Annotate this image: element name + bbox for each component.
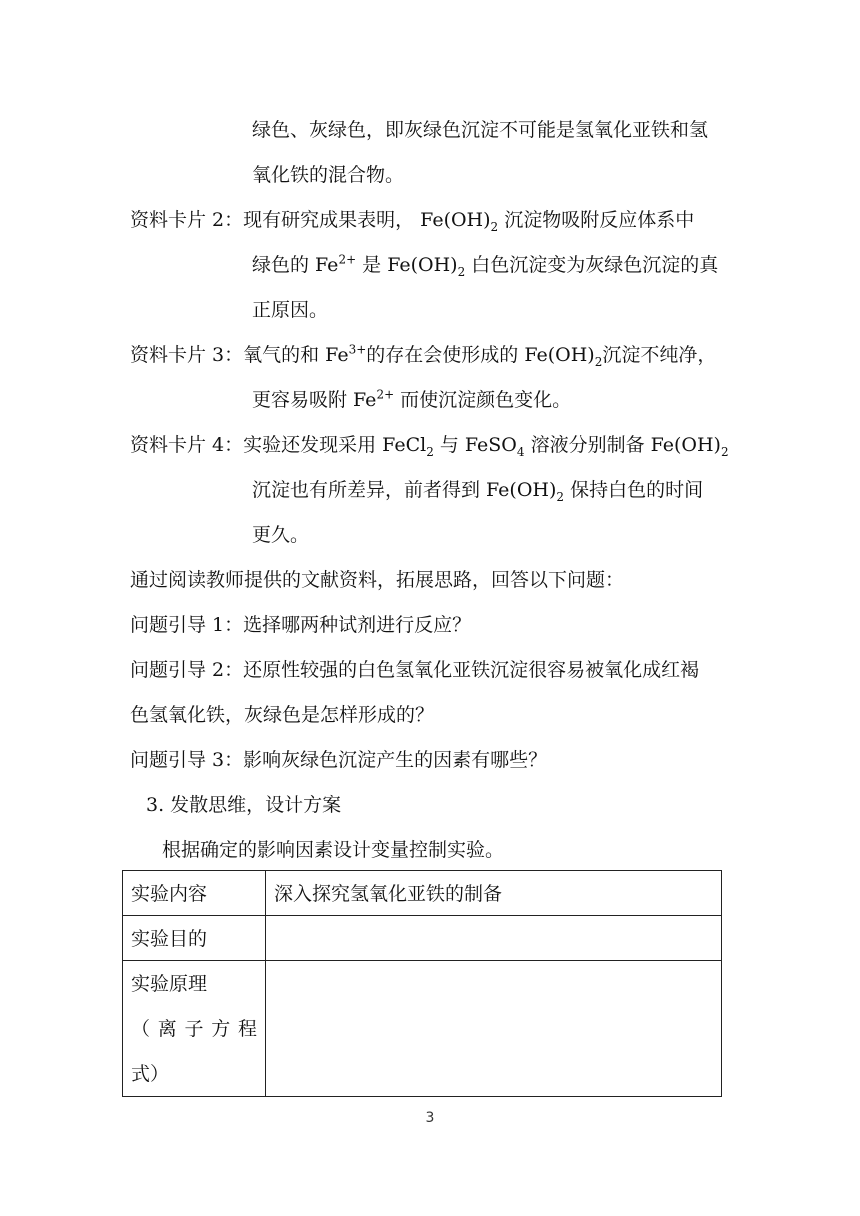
card4-line1 bbox=[130, 432, 729, 458]
question-1: 问题引导 1：选择哪两种试剂进行反应？ bbox=[130, 614, 472, 636]
text: 实验还发现采用 FeCl bbox=[243, 434, 427, 456]
page-number: 3 bbox=[425, 1110, 435, 1126]
card2-line2 bbox=[252, 252, 718, 278]
text: 绿色的 Fe bbox=[252, 254, 339, 276]
subscript: 2 bbox=[556, 489, 565, 504]
text: 与 FeSO bbox=[433, 434, 517, 456]
card4-line2 bbox=[252, 477, 703, 503]
text: 白色沉淀变为灰绿色沉淀的真 bbox=[465, 254, 719, 276]
text: 溶液分别制备 Fe(OH) bbox=[524, 434, 721, 456]
text-line: 绿色、灰绿色，即灰绿色沉淀不可能是氢氧化亚铁和氢 bbox=[252, 119, 709, 141]
text: 沉淀也有所差异，前者得到 Fe(OH) bbox=[252, 479, 557, 501]
text: 氧气的和 Fe bbox=[243, 344, 349, 366]
char: 程 bbox=[237, 1018, 257, 1040]
card4-label: 资料卡片 4： bbox=[130, 434, 244, 456]
table-cell bbox=[266, 961, 722, 1097]
experiment-table bbox=[122, 870, 722, 1097]
char: 方 bbox=[211, 1018, 231, 1040]
question-3: 问题引导 3：影响灰绿色沉淀产生的因素有哪些？ bbox=[130, 749, 548, 771]
text: 是 Fe(OH) bbox=[356, 254, 458, 276]
text: 保持白色的时间 bbox=[564, 479, 704, 501]
table-cell bbox=[266, 916, 722, 961]
card2-label: 资料卡片 2： bbox=[130, 209, 244, 231]
section-heading: 3. 发散思维，设计方案 bbox=[146, 794, 342, 816]
subscript: 2 bbox=[594, 354, 603, 369]
section-description: 根据确定的影响因素设计变量控制实验。 bbox=[162, 839, 505, 861]
subscript: 2 bbox=[426, 444, 434, 459]
text: 现有研究成果表明， Fe(OH) bbox=[243, 209, 491, 231]
intro-text: 通过阅读教师提供的文献资料，拓展思路，回答以下问题： bbox=[130, 569, 625, 591]
table-cell: 实验内容 bbox=[123, 871, 266, 916]
table-row bbox=[123, 916, 722, 961]
table-cell bbox=[123, 961, 266, 1097]
table-cell: 实验目的 bbox=[123, 916, 266, 961]
subscript: 2 bbox=[457, 264, 466, 279]
cell-line-justified bbox=[131, 1016, 257, 1042]
cell-line: 式） bbox=[131, 1063, 170, 1085]
card2-line3: 正原因。 bbox=[252, 299, 329, 321]
char: （ bbox=[131, 1018, 151, 1040]
text: 更容易吸附 Fe bbox=[252, 389, 377, 411]
subscript: 2 bbox=[490, 219, 499, 234]
table-cell: 深入探究氢氧化亚铁的制备 bbox=[266, 871, 722, 916]
subscript: 2 bbox=[720, 444, 729, 459]
card3-line1 bbox=[130, 342, 716, 368]
card3-line2 bbox=[252, 387, 571, 413]
card3-label: 资料卡片 3： bbox=[130, 344, 244, 366]
text: 而使沉淀颜色变化。 bbox=[394, 389, 572, 411]
table-row bbox=[123, 871, 722, 916]
char: 子 bbox=[184, 1018, 204, 1040]
text: 的存在会使形成的 Fe(OH) bbox=[366, 344, 595, 366]
card4-line3: 更久。 bbox=[252, 524, 310, 546]
question-2: 问题引导 2：还原性较强的白色氢氧化亚铁沉淀很容易被氧化成红褐 bbox=[130, 659, 700, 681]
table-row bbox=[123, 961, 722, 1097]
text: 沉淀物吸附反应体系中 bbox=[498, 209, 695, 231]
text-line: 氧化铁的混合物。 bbox=[252, 164, 405, 186]
card2-line1 bbox=[130, 207, 694, 233]
char: 离 bbox=[157, 1018, 177, 1040]
text: 沉淀不纯净， bbox=[602, 344, 717, 366]
superscript: 2+ bbox=[338, 252, 357, 267]
superscript: 2+ bbox=[376, 387, 395, 402]
superscript: 3+ bbox=[348, 342, 367, 357]
cell-line: 实验原理 bbox=[131, 973, 208, 995]
question-2-cont: 色氢氧化铁，灰绿色是怎样形成的？ bbox=[130, 704, 435, 726]
subscript: 4 bbox=[516, 444, 525, 459]
